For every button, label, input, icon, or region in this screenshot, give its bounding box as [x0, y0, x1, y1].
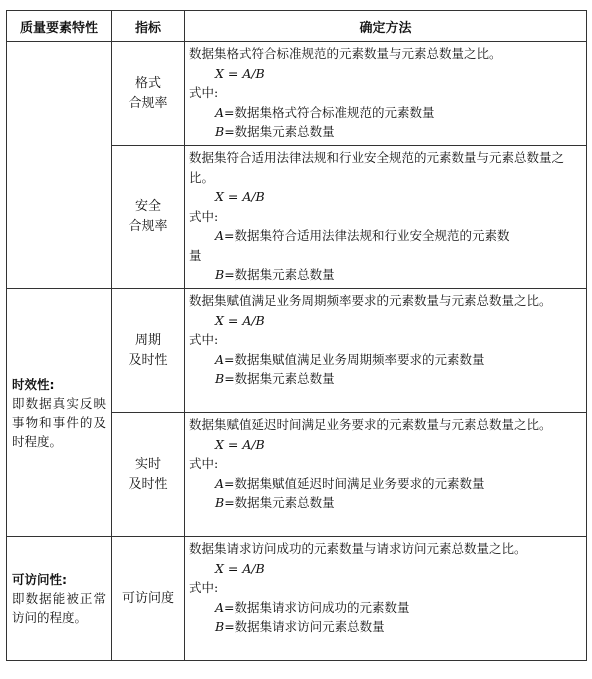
quality-spec-table [6, 10, 587, 661]
feature-cell-timeliness: 时效性: 即数据真实反映事物和事件的及时程度。 [7, 289, 112, 537]
indicator-cell: 周期 及时性 [112, 289, 185, 413]
table-row [7, 537, 587, 661]
indicator-cell: 安全 合规率 [112, 146, 185, 289]
method-cell: 数据集符合适用法律法规和行业安全规范的元素数量与元素总数量之比。 X = A/B 式中: A=数据集符合适用法律法规和行业安全规范的元素数 量 B=数据集元素总数量 [185, 146, 587, 289]
method-cell: 数据集赋值延迟时间满足业务要求的元素数量与元素总数量之比。 X = A/B 式中: A=数据集赋值延迟时间满足业务要求的元素数量 B=数据集元素总数量 [185, 413, 587, 537]
indicator-cell: 实时 及时性 [112, 413, 185, 537]
table-row [7, 42, 587, 146]
header-method: 确定方法 [185, 11, 587, 42]
method-cell: 数据集赋值满足业务周期频率要求的元素数量与元素总数量之比。 X = A/B 式中: A=数据集赋值满足业务周期频率要求的元素数量 B=数据集元素总数量 [185, 289, 587, 413]
header-row [7, 11, 587, 42]
feature-cell-accessibility: 可访问性: 即数据能被正常访问的程度。 [7, 537, 112, 661]
header-indicator: 指标 [112, 11, 185, 42]
table-row [7, 289, 587, 413]
feature-cell-empty [7, 42, 112, 289]
method-cell: 数据集请求访问成功的元素数量与请求访问元素总数量之比。 X = A/B 式中: A=数据集请求访问成功的元素数量 B=数据集请求访问元素总数量 [185, 537, 587, 661]
indicator-cell: 格式 合规率 [112, 42, 185, 146]
method-cell: 数据集格式符合标准规范的元素数量与元素总数量之比。 X = A/B 式中: A=数据集格式符合标准规范的元素数量 B=数据集元素总数量 [185, 42, 587, 146]
header-feature: 质量要素特性 [7, 11, 112, 42]
indicator-cell: 可访问度 [112, 537, 185, 661]
